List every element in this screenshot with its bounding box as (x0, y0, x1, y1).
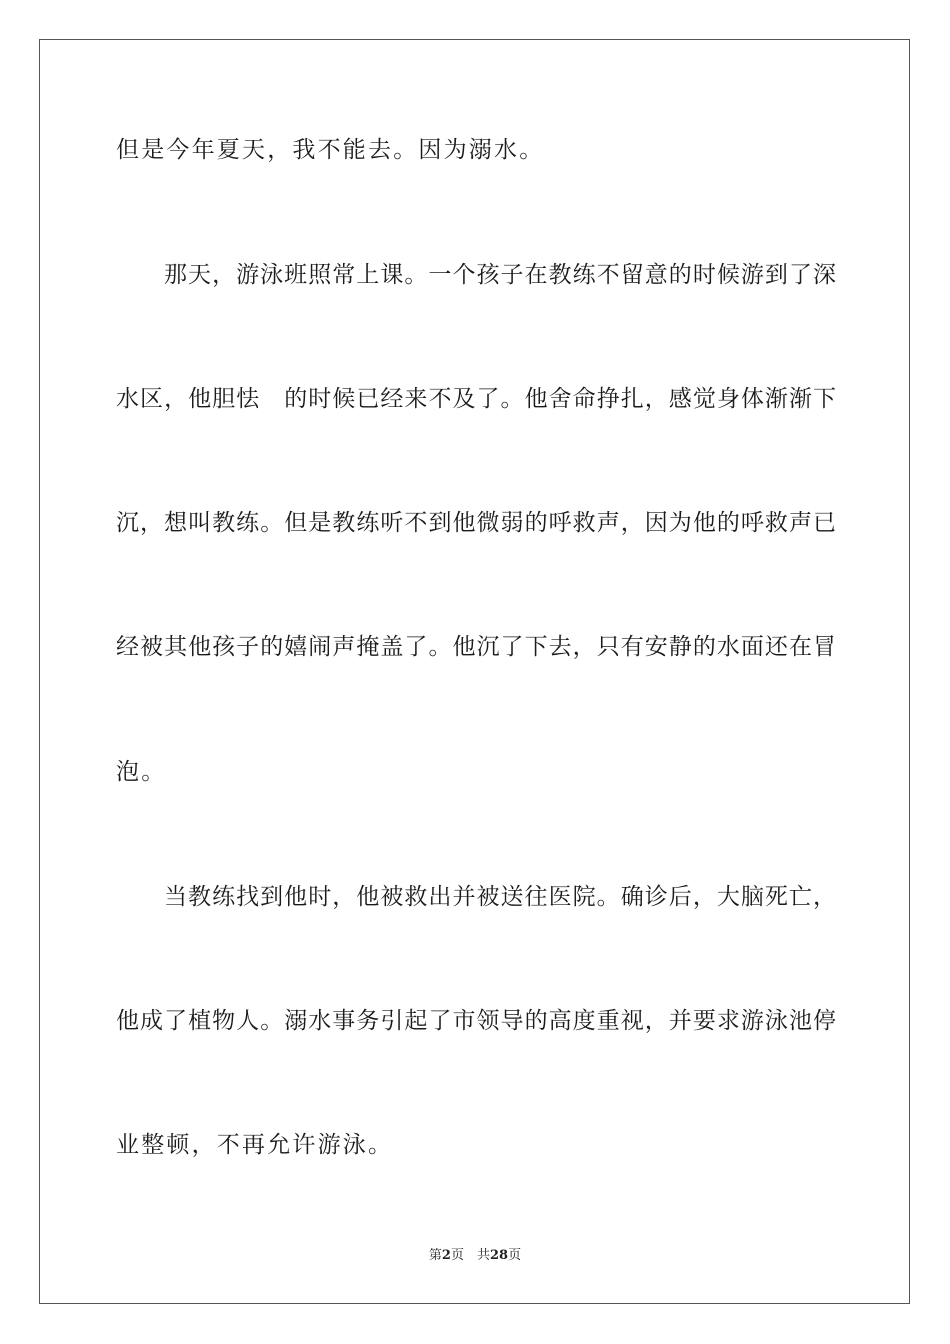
page-border (39, 39, 910, 1304)
page-number-footer (0, 1247, 950, 1265)
current-page-number: 2 (441, 1248, 451, 1263)
paragraph-line: 经被其他孩子的嬉闹声掩盖了。他沉了下去，只有安静的水面还在冒 (116, 634, 836, 660)
paragraph-line: 当教练找到他时，他被救出并被送往医院。确诊后，大脑死亡， (164, 884, 836, 910)
paragraph-line: 但是今年夏天，我不能去。因为溺水。 (116, 137, 545, 163)
total-page-number: 28 (489, 1248, 509, 1263)
paragraph-line: 业整顿，不再允许游泳。 (116, 1132, 394, 1158)
paragraph-line: 那天，游泳班照常上课。一个孩子在教练不留意的时候游到了深 (164, 262, 836, 288)
paragraph-line: 水区，他胆怯 的时候已经来不及了。他舍命挣扎，感觉身体渐渐下 (116, 386, 836, 412)
paragraph-line: 他成了植物人。溺水事务引起了市领导的高度重视，并要求游泳池停 (116, 1008, 836, 1034)
page-prefix: 第 (428, 1248, 442, 1263)
paragraph-line: 沉，想叫教练。但是教练听不到他微弱的呼救声，因为他的呼救声已 (116, 510, 836, 536)
page-mid: 页 共 (450, 1248, 490, 1263)
page-suffix: 页 (508, 1248, 522, 1263)
paragraph-line: 泡。 (116, 759, 167, 785)
